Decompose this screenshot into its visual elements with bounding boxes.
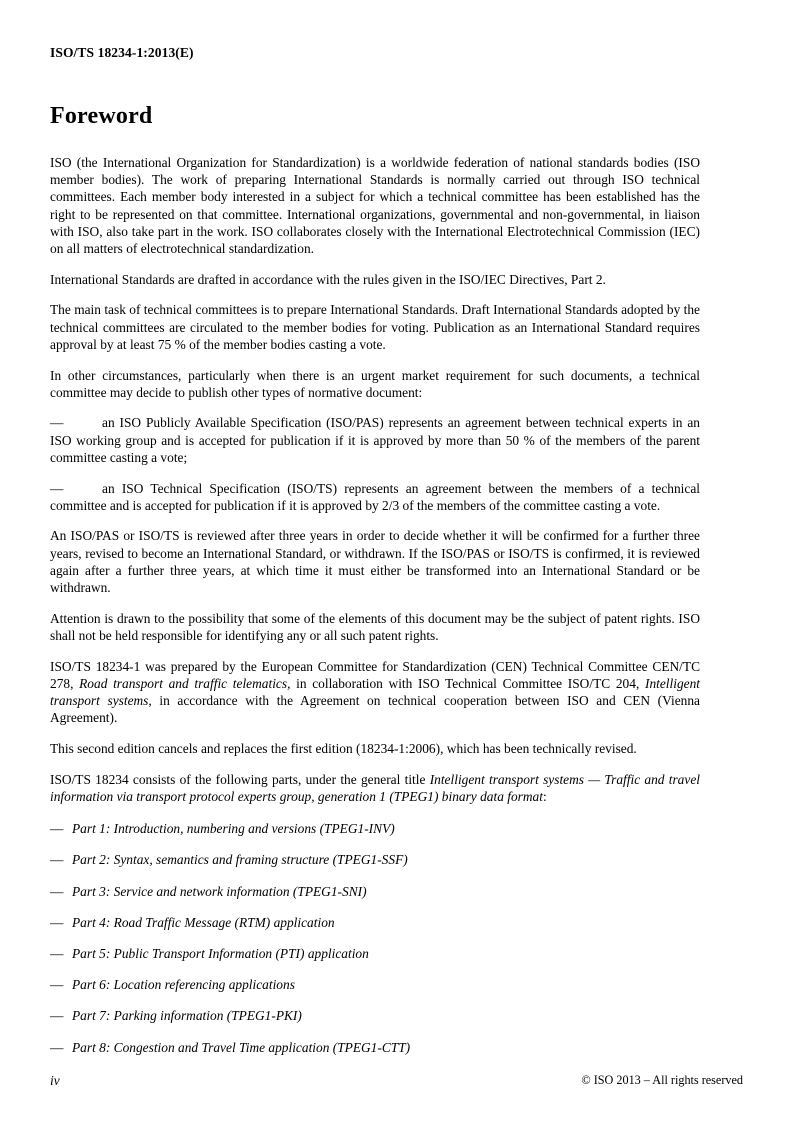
paragraph-parts-intro xyxy=(50,771,700,805)
prep-italic-1: Road transport and traffic telematics, xyxy=(79,675,291,691)
page-footer xyxy=(50,1073,743,1091)
dash-marker: — xyxy=(50,852,64,868)
page-title: Foreword xyxy=(50,103,153,129)
paragraph-drafting-rules: International Standards are drafted in accordance with the rules given in the ISO/IEC Directives, Part 2. xyxy=(50,271,606,287)
dash-marker: — xyxy=(50,977,64,993)
dash-marker: — xyxy=(50,945,64,961)
dash-marker: — xyxy=(50,415,64,431)
parts-intro-text-2: : xyxy=(542,788,547,804)
document-content xyxy=(50,103,700,1070)
part-title: Part 2: Syntax, semantics and framing structure (TPEG1-SSF) xyxy=(72,852,408,868)
parts-intro-italic: Intelligent transport systems — Traffic and travel information via transport protocol experts group, generation 1 (TPEG1) binary data format xyxy=(50,771,700,804)
paragraph-main-task: The main task of technical committees is to prepare International Standards. Draft International Standards adopted by the technical committees are circulated to the member bodies for voting. Publication as an International Standard requires approval by at least 75 % of the member bodies casting a vote. xyxy=(50,302,700,352)
list-item-part xyxy=(50,914,700,931)
list-item-iso-ts xyxy=(50,480,700,514)
prep-text-2: in collaboration with ISO Technical Committee ISO/TC 204, xyxy=(290,675,645,691)
part-title: Part 7: Parking information (TPEG1-PKI) xyxy=(72,1008,302,1024)
list-item-text: an ISO Technical Specification (ISO/TS) represents an agreement between the members of a technical committee and is accepted for publication if it is approved by 2/3 of the members of the committee casting a vote. xyxy=(50,480,700,513)
dash-marker: — xyxy=(50,883,64,899)
paragraph-other-circumstances: In other circumstances, particularly when there is an urgent market requirement for such documents, a technical committee may decide to publish other types of normative document: xyxy=(50,367,700,400)
dash-marker: — xyxy=(50,480,64,496)
document-header-reference: ISO/TS 18234-1:2013(E) xyxy=(50,45,194,60)
paragraph-preparation-committee xyxy=(50,658,700,727)
list-item-part xyxy=(50,1039,700,1056)
part-title: Part 1: Introduction, numbering and versions (TPEG1-INV) xyxy=(72,821,395,837)
paragraph-second-edition: This second edition cancels and replaces the first edition (18234-1:2006), which has been technically revised. xyxy=(50,740,637,756)
list-item-text: an ISO Publicly Available Specification (ISO/PAS) represents an agreement between technical experts in an ISO working group and is accepted for publication if it is approved by more than 50 % of the members of the parent committee casting a vote; xyxy=(50,415,700,465)
list-item-part xyxy=(50,820,700,837)
list-item-part xyxy=(50,851,700,868)
list-item-part xyxy=(50,945,700,962)
page-number: iv xyxy=(50,1073,60,1088)
paragraph-iso-introduction: ISO (the International Organization for Standardization) is a worldwide federation of national standards bodies (ISO member bodies). The work of preparing International Standards is normally carried out through ISO technical committees. Each member body interested in a subject for which a technical committee has been established has the right to be represented on that committee. International organizations, governmental and non-governmental, in liaison with ISO, also take part in the work. ISO collaborates closely with the International Electrotechnical Commission (IEC) on all matters of electrotechnical standardization. xyxy=(50,155,700,257)
copyright-notice: © ISO 2013 – All rights reserved xyxy=(581,1073,743,1087)
dash-marker: — xyxy=(50,821,64,837)
prep-text-1: ISO/TS 18234-1 was prepared by the European Committee for Standardization (CEN) Technical Committee CEN/TC 278, xyxy=(50,658,700,691)
list-item-part xyxy=(50,883,700,900)
parts-intro-text-1: ISO/TS 18234 consists of the following parts, under the general title xyxy=(50,771,430,787)
prep-text-3: , in accordance with the Agreement on technical cooperation between ISO and CEN (Vienna Agreement). xyxy=(50,693,700,726)
list-item-part xyxy=(50,976,700,993)
part-title: Part 6: Location referencing applications xyxy=(72,977,295,993)
paragraph-review-cycle: An ISO/PAS or ISO/TS is reviewed after three years in order to decide whether it will be confirmed for a further three years, revised to become an International Standard, or withdrawn. If the ISO/PAS or ISO/TS is confirmed, it is reviewed again after a further three years, at which time it must either be transformed into an International Standard or be withdrawn. xyxy=(50,528,700,596)
prep-italic-2: Intelligent transport systems xyxy=(50,675,701,709)
dash-marker: — xyxy=(50,1039,64,1055)
list-item-iso-pas xyxy=(50,414,700,466)
part-title: Part 3: Service and network information (TPEG1-SNI) xyxy=(72,883,367,899)
part-title: Part 8: Congestion and Travel Time application (TPEG1-CTT) xyxy=(72,1039,411,1055)
list-item-part xyxy=(50,1007,700,1024)
dash-marker: — xyxy=(50,914,64,930)
dash-marker: — xyxy=(50,1008,64,1024)
part-title: Part 5: Public Transport Information (PTI) application xyxy=(72,945,369,961)
part-title: Part 4: Road Traffic Message (RTM) application xyxy=(72,914,335,930)
paragraph-patent-rights: Attention is drawn to the possibility that some of the elements of this document may be the subject of patent rights. ISO shall not be held responsible for identifying any or all such patent rights. xyxy=(50,610,700,643)
